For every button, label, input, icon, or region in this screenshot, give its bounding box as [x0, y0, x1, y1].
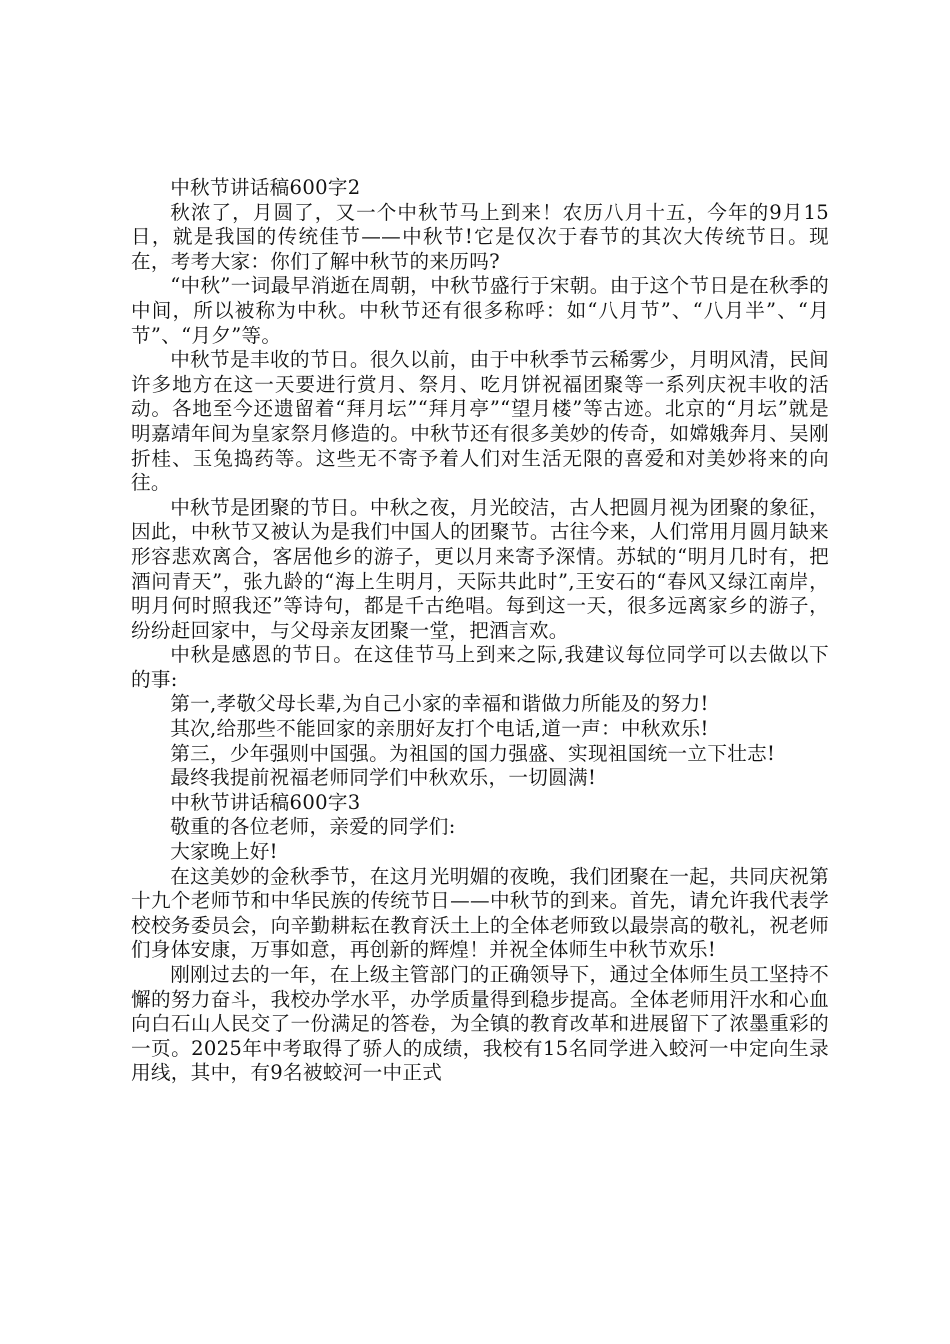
document-page [131, 176, 829, 1086]
paragraph: 中秋节是团聚的节日。中秋之夜，月光皎洁，古人把圆月视为团聚的象征，因此，中秋节又被认为是我们中国人的团聚节。古往今来，人们常用月圆月缺来形容悲欢离合，客居他乡的游子，更以月来寄予深情。苏轼的“明月几时有，把酒问青天”，张九龄的“海上生明月，天际共此时”,王安石的“春风又绿江南岸，明月何时照我还”等诗句，都是千古绝唱。每到这一天，很多远离家乡的游子，纷纷赶回家中，与父母亲友团聚一堂，把酒言欢。 [131, 495, 829, 642]
paragraph: 在这美妙的金秋季节，在这月光明媚的夜晚，我们团聚在一起，共同庆祝第十九个老师节和中华民族的传统节日——中秋节的到来。首先，请允许我代表学校校务委员会，向辛勤耕耘在教育沃土上的全体老师致以最崇高的敬礼，祝老师们身体安康，万事如意，再创新的辉煌！并祝全体师生中秋节欢乐! [131, 864, 829, 962]
paragraph: 中秋节是丰收的节日。很久以前，由于中秋季节云稀雾少，月明风清，民间许多地方在这一天要进行赏月、祭月、吃月饼祝福团聚等一系列庆祝丰收的活动。各地至今还遗留着“拜月坛”“拜月亭”“望月楼”等古迹。北京的“月坛”就是明嘉靖年间为皇家祭月修造的。中秋节还有很多美妙的传奇，如嫦娥奔月、吴刚折桂、玉兔捣药等。这些无不寄予着人们对生活无限的喜爱和对美妙将来的向往。 [131, 348, 829, 495]
paragraph: 刚刚过去的一年，在上级主管部门的正确领导下，通过全体师生员工坚持不懈的努力奋斗，我校办学水平，办学质量得到稳步提高。全体老师用汗水和心血向白石山人民交了一份满足的答卷，为全镇的教育改革和进展留下了浓墨重彩的一页。2025年中考取得了骄人的成绩，我校有15名同学进入蛟河一中定向生录用线，其中，有9名被蛟河一中正式 [131, 963, 829, 1085]
paragraph: 第三，少年强则中国强。为祖国的国力强盛、实现祖国统一立下壮志! [170, 741, 776, 765]
paragraph: 秋浓了，月圆了，又一个中秋节马上到来！农历八月十五，今年的9月15日，就是我国的传统佳节——中秋节!它是仅次于春节的其次大传统节日。现在，考考大家：你们了解中秋节的来历吗? [131, 200, 829, 273]
paragraph: 大家晚上好! [170, 840, 278, 864]
paragraph: 最终我提前祝福老师同学们中秋欢乐，一切圆满! [170, 766, 597, 790]
paragraph: 敬重的各位老师，亲爱的同学们: [170, 815, 456, 839]
section-title-3: 中秋节讲话稿600字3 [170, 790, 361, 814]
paragraph: 中秋是感恩的节日。在这佳节马上到来之际,我建议每位同学可以去做以下的事: [131, 643, 829, 691]
paragraph: “中秋”一词最早消逝在周朝，中秋节盛行于宋朝。由于这个节日是在秋季的中间，所以被称为中秋。中秋节还有很多称呼：如“八月节”、“八月半”、“月节”、“月夕”等。 [131, 274, 829, 347]
paragraph: 第一,孝敬父母长辈,为自己小家的幸福和谐做力所能及的努力! [170, 692, 709, 716]
paragraph: 其次,给那些不能回家的亲朋好友打个电话,道一声：中秋欢乐! [170, 717, 709, 741]
section-title-2: 中秋节讲话稿600字2 [170, 176, 361, 199]
